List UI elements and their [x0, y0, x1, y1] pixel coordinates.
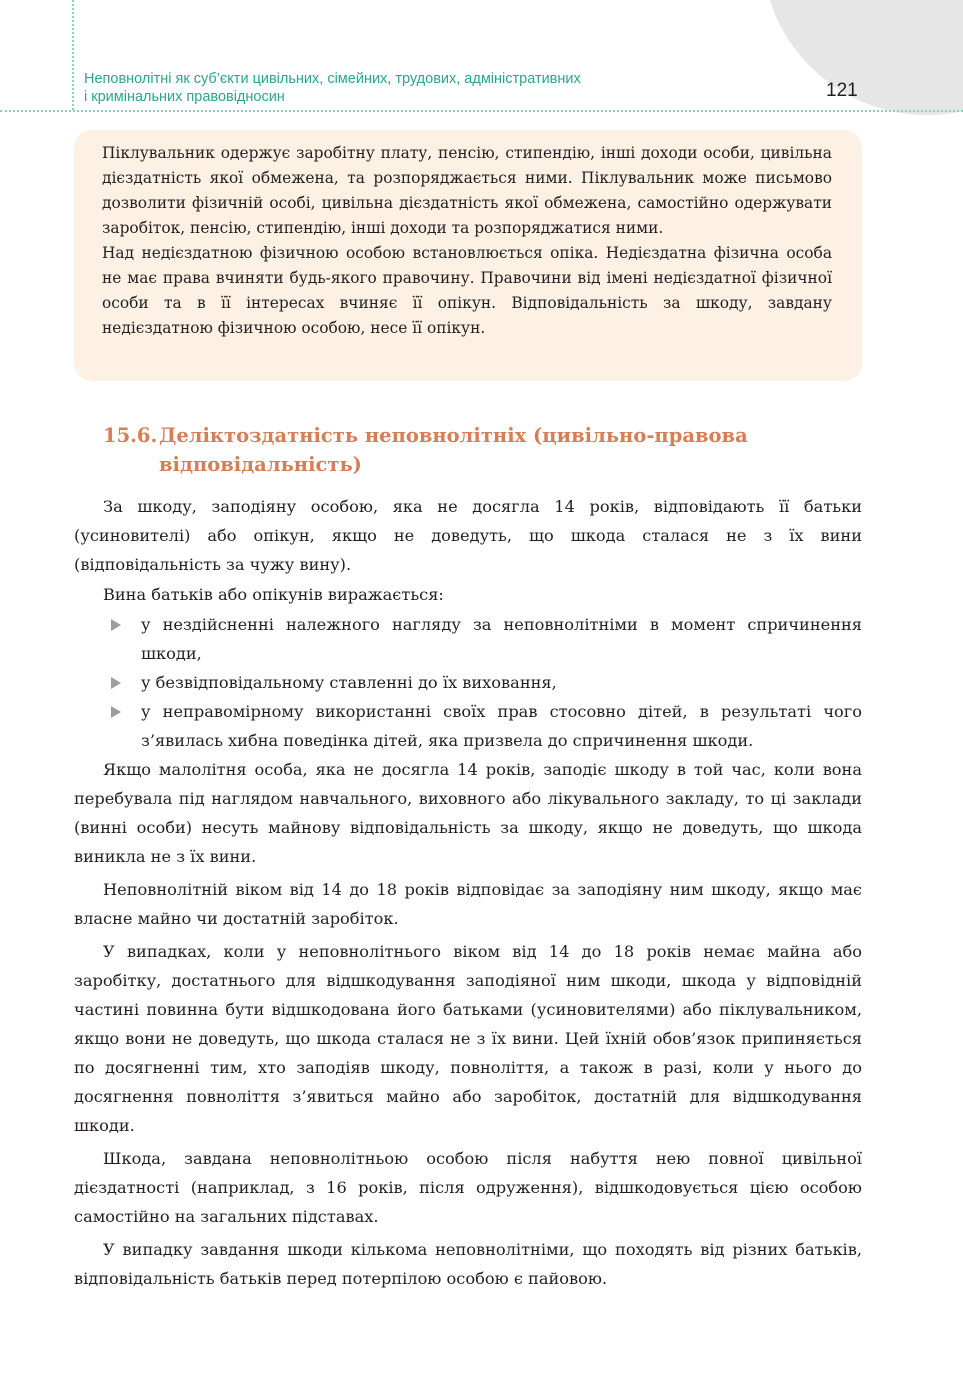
list-item-text: у безвідповідальному ставленні до їх виховання, [141, 673, 557, 692]
paragraph: У випадках, коли у неповнолітнього віком від 14 до 18 років немає майна або заробітку, достатнього для відшкодування заподіяної ним шкоди, шкода у відповідній частині повинна бути відшкодована його батьками (усиновителями) або піклувальником, якщо вони не доведуть, що шкода сталася не з їх вини. Цей їхній обов’язок припиняється по досягненні тим, хто заподіяв шкоду, повноліття, а також в разі, коли у нього до досягнення повноліття з’явиться майно або заробіток, достатній для відшкодування шкоди. [74, 942, 862, 1135]
section-heading [103, 421, 823, 479]
page-number: 121 [826, 80, 858, 101]
section-title-line2: відповідальність) [159, 453, 362, 476]
header-vertical-rule [72, 0, 74, 110]
list-item [141, 610, 862, 668]
running-head [84, 70, 581, 106]
bullet-list [74, 610, 862, 755]
info-box-paragraph: Піклувальник одержує заробітну плату, пенсію, стипендію, інші доходи особи, цивільна дієздатність якої обмежена, та розпоряджається ними. Піклувальник може письмово дозволити фізичній особі, цивільна дієздатність якої обмежена, самостійно одержувати заробіток, пенсію, стипендію, інші доходи та розпоряджатися ними. [102, 144, 832, 237]
paragraph: Якщо малолітня особа, яка не досягла 14 років, заподіє шкоду в той час, коли вона перебувала під наглядом навчального, виховного або лікувального закладу, то ці заклади (винні особи) несуть майнову відповідальність за шкоду, якщо не доведуть, що шкода виникла не з їх вини. [74, 760, 862, 866]
header-horizontal-rule [0, 110, 963, 112]
triangle-bullet-icon [111, 677, 121, 689]
running-head-line2: і кримінальних правовідносин [84, 89, 285, 105]
list-item-text: у неправомірному використанні своїх прав стосовно дітей, в результаті чого з’явилась хибна поведінка дітей, яка призвела до спричинення шкоди. [141, 702, 862, 750]
section-title-line1: Деліктоздатність неповнолітніх (цивільно-правова [159, 424, 748, 447]
triangle-bullet-icon [111, 706, 121, 718]
list-item [141, 668, 862, 697]
section-number: 15.6. [103, 424, 158, 447]
paragraph: У випадку завдання шкоди кількома неповнолітніми, що походять від різних батьків, відповідальність батьків перед потерпілою особою є пайовою. [74, 1240, 862, 1288]
paragraph: Неповнолітній віком від 14 до 18 років відповідає за заподіяну ним шкоду, якщо має власне майно чи достатній заробіток. [74, 880, 862, 928]
triangle-bullet-icon [111, 619, 121, 631]
paragraph: За шкоду, заподіяну особою, яка не досягла 14 років, відповідають її батьки (усиновителі) або опікун, якщо не доведуть, що шкода сталася не з їх вини (відповідальність за чужу вину). [74, 497, 862, 574]
running-head-line1: Неповнолітні як суб’єкти цивільних, сімейних, трудових, адміністративних [84, 71, 581, 87]
info-box-paragraph: Над недієздатною фізичною особою встановлюється опіка. Недієздатна фізична особа не має права вчиняти будь-якого правочину. Правочини від імені недієздатної фізичної особи та в її інтересах вчиняє її опікун. Відповідальність за шкоду, завдану недієздатною фізичною особою, несе її опікун. [102, 244, 832, 337]
paragraph: Вина батьків або опікунів виражається: [103, 585, 444, 604]
info-box [74, 130, 862, 381]
corner-decoration [762, 0, 963, 115]
body-text [74, 492, 862, 1294]
paragraph: Шкода, завдана неповнолітньою особою після набуття нею повної цивільної дієздатності (наприклад, з 16 років, після одруження), відшкодовується цією особою самостійно на загальних підставах. [74, 1149, 862, 1226]
list-item [141, 697, 862, 755]
list-item-text: у нездійсненні належного нагляду за неповнолітніми в момент спричинення шкоди, [141, 615, 862, 663]
